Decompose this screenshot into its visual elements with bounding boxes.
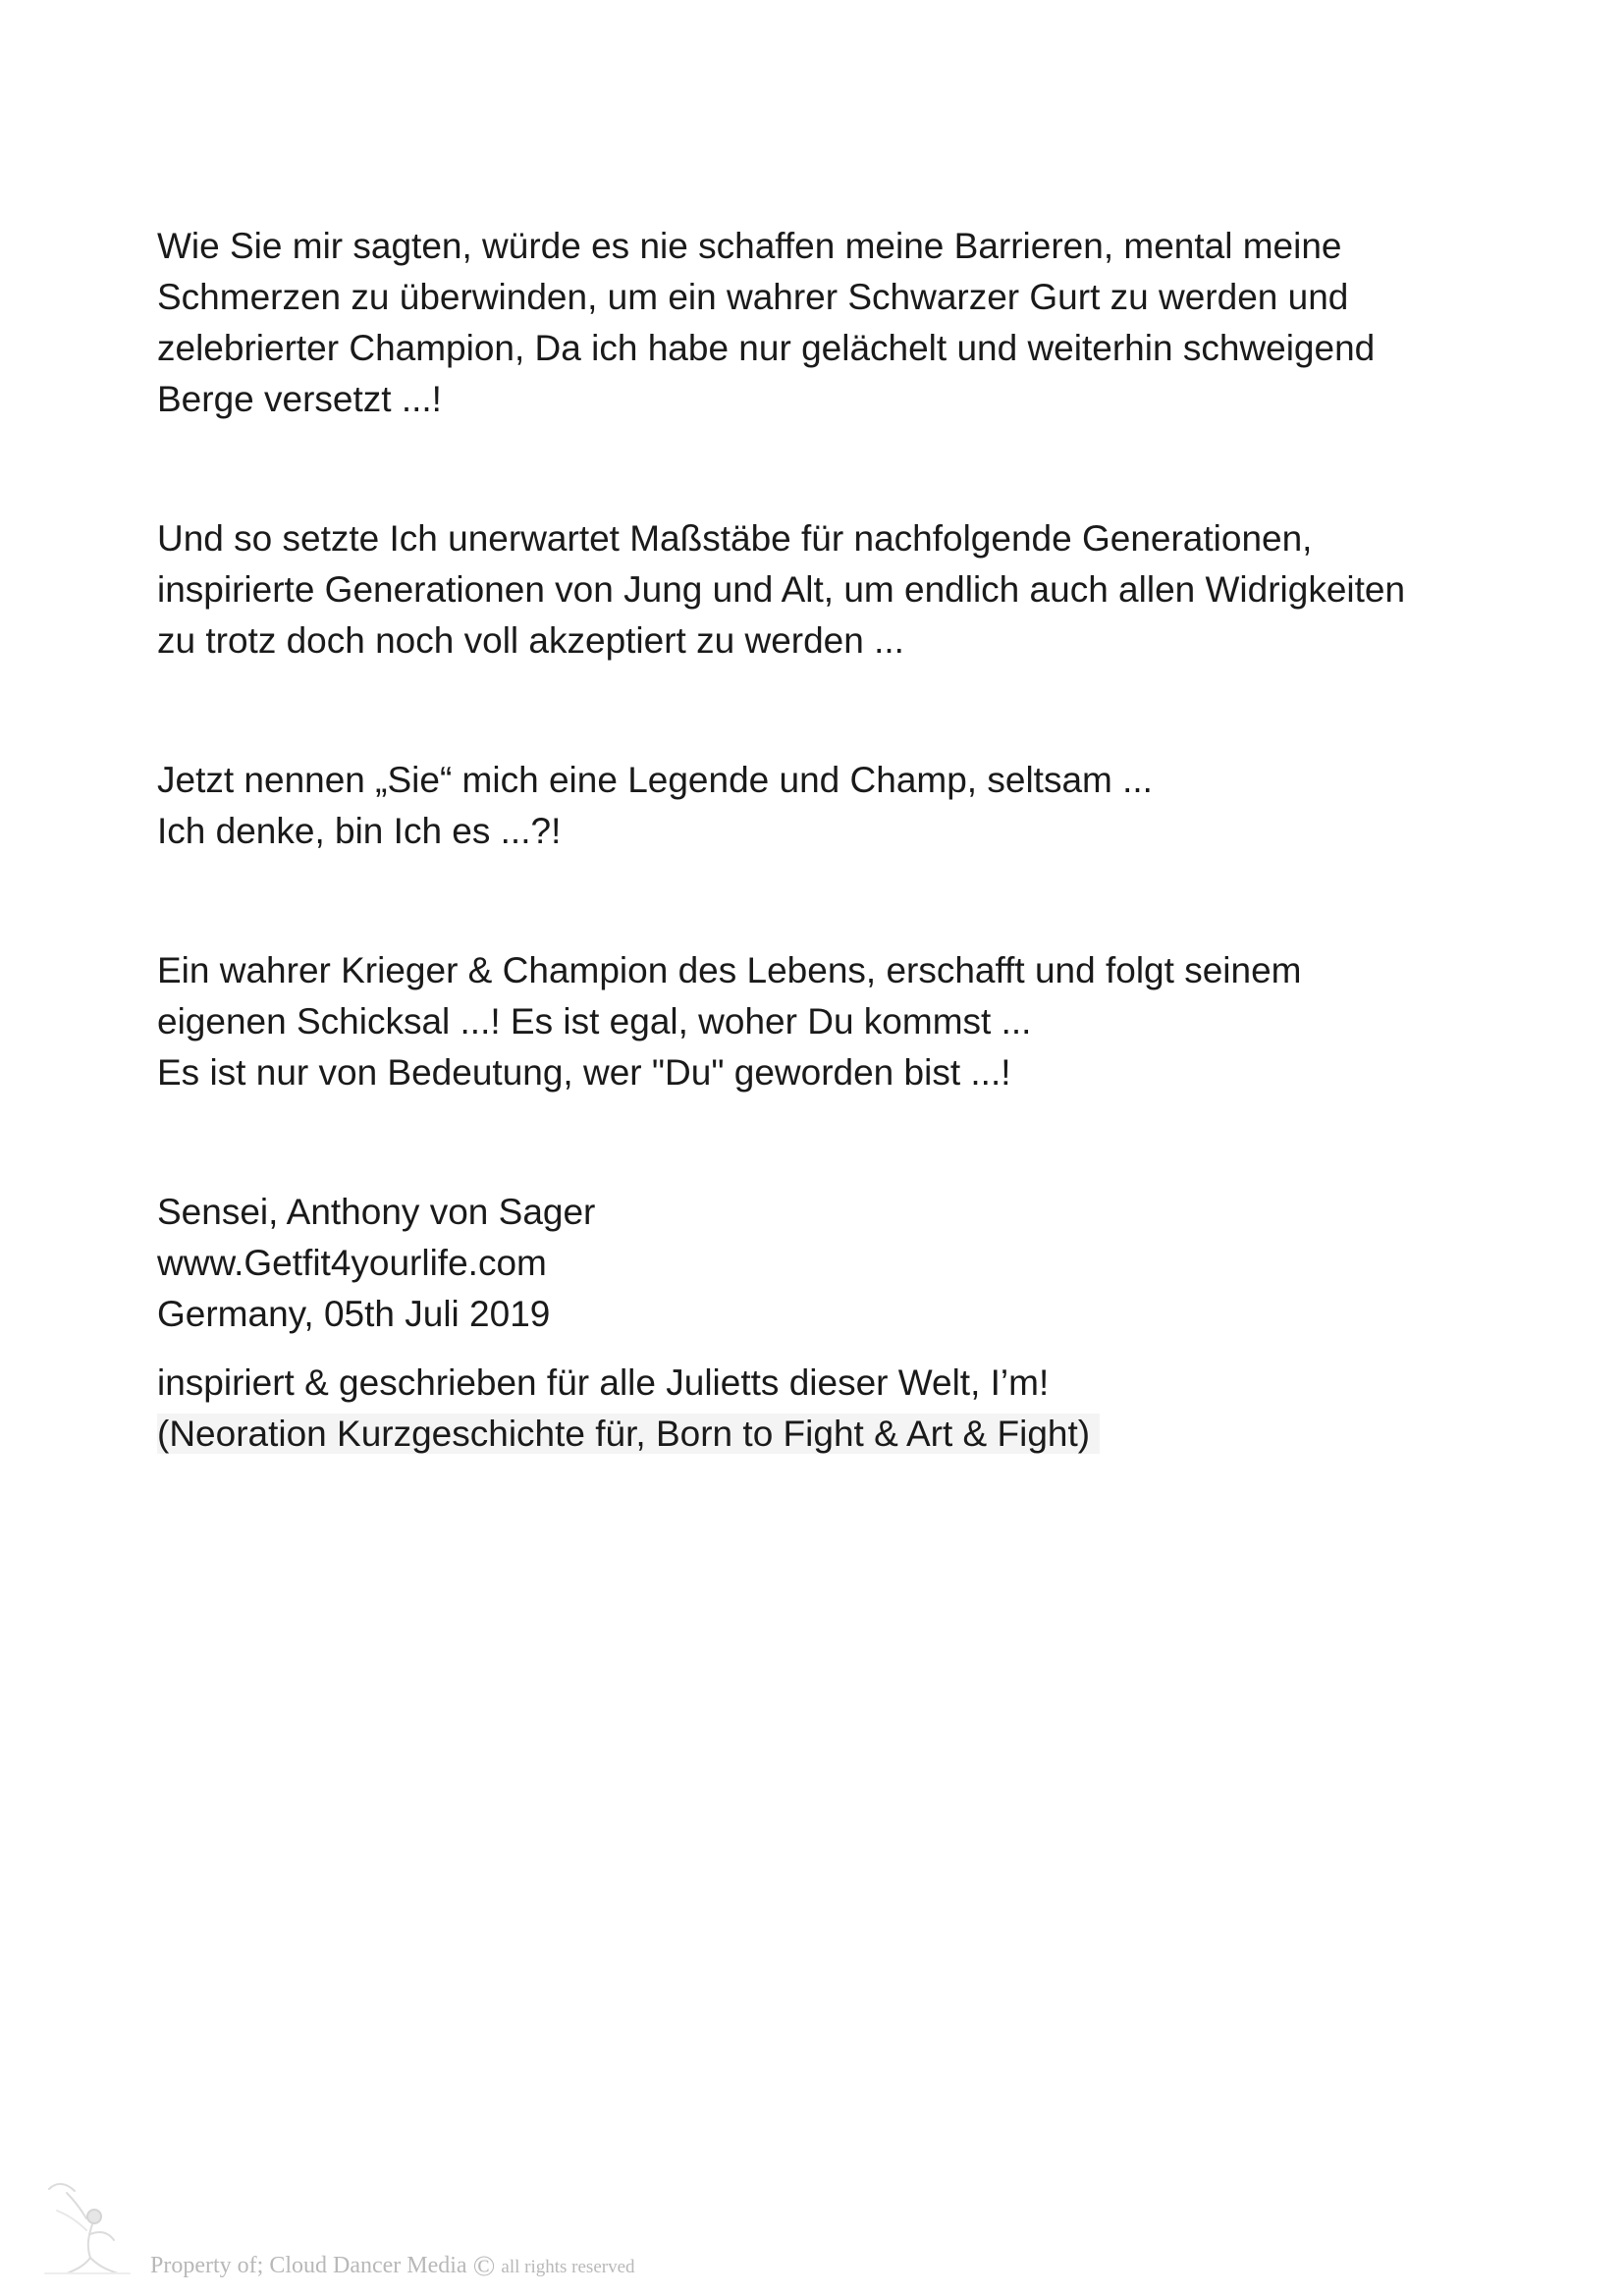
paragraph-spacer [157, 1098, 1512, 1187]
copyright-owner: Property of; Cloud Dancer Media [150, 2253, 467, 2278]
text-line: Und so setzte Ich unerwartet Maßstäbe für nachfolgende Generationen, [157, 518, 1313, 559]
paragraph-spacer [157, 425, 1512, 513]
paragraph-2 [157, 513, 1512, 667]
text-line: Berge versetzt ...! [157, 379, 442, 419]
footer [37, 2171, 921, 2282]
author-name: Sensei, Anthony von Sager [157, 1192, 596, 1232]
text-line: Ich denke, bin Ich es ...?! [157, 811, 562, 851]
paragraph-spacer [157, 1340, 1512, 1358]
dedication-block [157, 1358, 1512, 1460]
text-line: inspirierte Generationen von Jung und Alt, um endlich auch allen Widrigkeiten [157, 569, 1406, 610]
paragraph-spacer [157, 667, 1512, 755]
dedication-line: inspiriert & geschrieben für alle Julietts dieser Welt, I’m! [157, 1362, 1050, 1403]
paragraph-1 [157, 221, 1512, 425]
copyright-notice [150, 2250, 635, 2283]
text-line: Wie Sie mir sagten, würde es nie schaffen meine Barrieren, mental meine [157, 226, 1342, 266]
paragraph-4 [157, 945, 1512, 1098]
copyright-rights: all rights reserved [501, 2257, 635, 2277]
dancer-logo-icon [37, 2171, 135, 2279]
text-line: zu trotz doch noch voll akzeptiert zu werden ... [157, 620, 904, 661]
text-line: eigenen Schicksal ...! Es ist egal, woher Du kommst ... [157, 1001, 1032, 1041]
place-date: Germany, 05th Juli 2019 [157, 1294, 551, 1334]
copyright-icon: © [472, 2250, 496, 2282]
dedication-subtitle [157, 1409, 1512, 1460]
text-line: Jetzt nennen „Sie“ mich eine Legende und Champ, seltsam ... [157, 760, 1153, 800]
highlighted-text: (Neoration Kurzgeschichte für, Born to Fight & Art & Fight) [157, 1414, 1100, 1454]
text-line: Es ist nur von Bedeutung, wer "Du" geworden bist ...! [157, 1052, 1011, 1093]
paragraph-spacer [157, 857, 1512, 945]
document-body [157, 221, 1512, 1460]
signature-block [157, 1187, 1512, 1340]
text-line: Ein wahrer Krieger & Champion des Lebens, erschafft und folgt seinem [157, 950, 1302, 990]
text-line: Schmerzen zu überwinden, um ein wahrer Schwarzer Gurt zu werden und [157, 277, 1349, 317]
text-line: zelebrierter Champion, Da ich habe nur gelächelt und weiterhin schweigend [157, 328, 1376, 368]
paragraph-3 [157, 755, 1512, 857]
author-website: www.Getfit4yourlife.com [157, 1243, 547, 1283]
